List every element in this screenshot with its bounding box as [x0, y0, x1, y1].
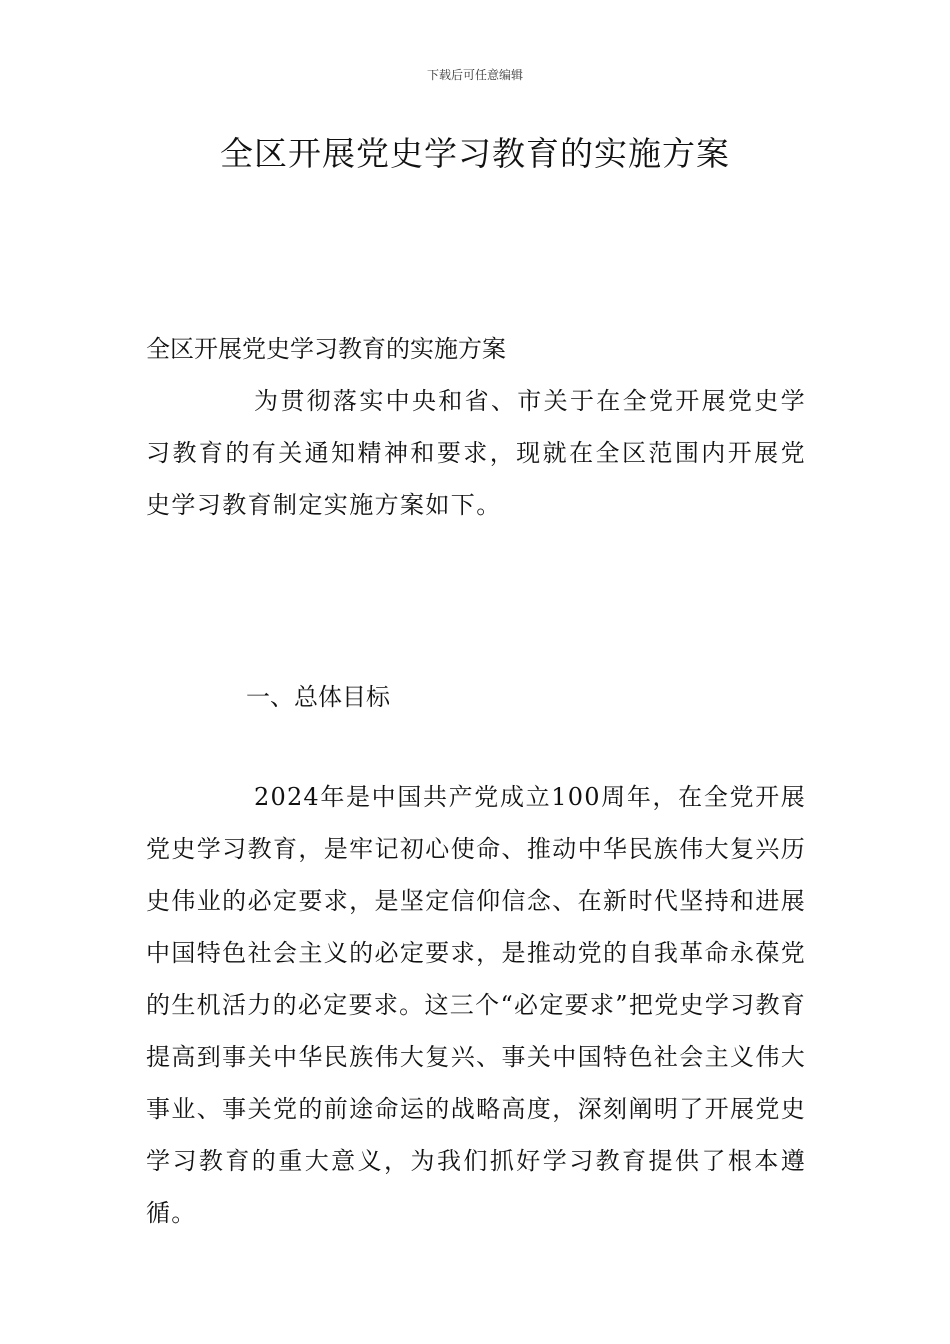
section-heading: 一、总体目标: [246, 683, 390, 711]
intro-paragraph: 为贯彻落实中央和省、市关于在全党开展党史学习教育的有关通知精神和要求，现就在全区范围内开展党史学习教育制定实施方案如下。: [146, 387, 806, 519]
header-note: 下载后可任意编辑: [426, 68, 523, 82]
section-paragraph: 2024年是中国共产党成立100周年，在全党开展党史学习教育，是牢记初心使命、推动中华民族伟大复兴历史伟业的必定要求，是坚定信仰信念、在新时代坚持和进展中国特色社会主义的必定要求，是推动党的自我革命永葆党的生机活力的必定要求。这三个“必定要求”把党史学习教育提高到事关中华民族伟大复兴、事关中国特色社会主义伟大事业、事关党的前途命运的战略高度，深刻阐明了开展党史学习教育的重大意义，为我们抓好学习教育提供了根本遵循。: [146, 783, 806, 1227]
document-title: 全区开展党史学习教育的实施方案: [220, 134, 730, 173]
document-subtitle: 全区开展党史学习教育的实施方案: [146, 335, 506, 363]
